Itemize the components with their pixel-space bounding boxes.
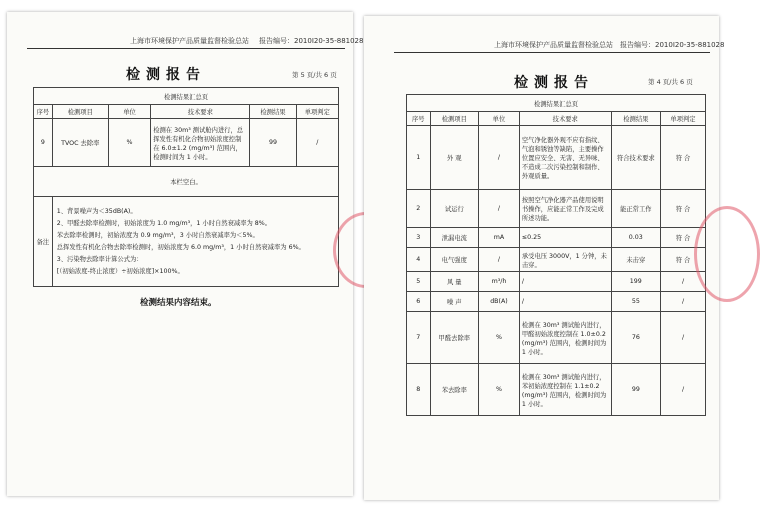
cell-requirement: 检测在 30m³ 测试舱内进行，苯初始浓度控制在 1.1±0.2 (mg/m³) 范围内，检测时间为 1 小时。 [519,364,611,416]
remarks-label: 备注 [34,197,53,287]
col-header: 单位 [479,112,520,126]
cell-item: 甲醛去除率 [430,312,479,364]
cell-item: 风 量 [430,272,479,292]
table-row [407,190,706,228]
cell-result: 符合技术要求 [611,126,660,190]
remark-line: 2、甲醛去除率检测时，初始浓度为 1.0 mg/m³，1 小时自然衰减率为 8%。 [56,219,272,227]
remark-line: 苯去除率检测时，初始浓度为 0.9 mg/m³，3 小时自然衰减率为＜5%。 [56,231,259,239]
header-rule [394,52,710,53]
header-rule [27,48,345,49]
cell-requirement: / [519,292,611,312]
cell-unit: / [479,190,520,228]
col-header: 单项判定 [661,112,706,126]
table-row [407,248,706,272]
cell-no: 3 [407,228,431,248]
col-header: 序号 [34,105,53,119]
cell-result: 0.03 [611,228,660,248]
remark-line: [（初始浓度-终止浓度）÷初始浓度]×100%。 [56,267,184,275]
page-title: 检测报告 [126,67,206,83]
col-header: 序号 [407,112,431,126]
cell-no: 1 [407,126,431,190]
cell-requirement: 承受电压 3000V，1 分钟，未击穿。 [519,248,611,272]
page-title: 检测报告 [514,75,594,91]
table-row [407,228,706,248]
cell-judgement: 符 合 [661,248,706,272]
cell-no: 4 [407,248,431,272]
cell-requirement: 检测在 30m³ 测试舱内进行，总挥发性有机化合物初始浓度控制在 6.0±1.2 (mg/m³) 范围内，检测时间为 1 小时。 [151,119,250,167]
cell-item: 电气强度 [430,248,479,272]
cell-item: 苯去除率 [430,364,479,416]
remarks-content [52,197,338,287]
cell-no: 6 [407,292,431,312]
col-header: 检测项目 [52,105,108,119]
cell-judgement: / [661,364,706,416]
col-header: 单项判定 [296,105,338,119]
cell-judgement: 符 合 [661,228,706,248]
table-caption: 检测结果汇总页 [34,88,339,105]
cell-no: 9 [34,119,53,167]
cell-unit: m³/h [479,272,520,292]
cell-requirement: / [519,272,611,292]
table-row [407,272,706,292]
cell-result: 76 [611,312,660,364]
cell-unit: % [479,312,520,364]
cell-requirement: 空气净化器外观不应有指纹、气泡和锈蚀等缺陷，主要操作位置应安全、无害、无异味、不造成二次污染控制和制作、外观质量。 [519,126,611,190]
cell-unit: / [479,248,520,272]
cell-result: 55 [611,292,660,312]
col-header: 技术要求 [519,112,611,126]
table-row [407,126,706,190]
cell-unit: dB(A) [479,292,520,312]
table-header-row [407,112,706,126]
org-header: 上海市环境保护产品质量监督检验总站 [130,37,249,45]
cell-result: 99 [611,364,660,416]
cell-no: 5 [407,272,431,292]
cell-judgement: / [661,292,706,312]
remark-line: 3、污染物去除率计算公式为： [56,255,143,263]
cell-unit: / [479,126,520,190]
cell-result: 199 [611,272,660,292]
remark-line: 1、背景噪声为＜35dB(A)。 [56,207,137,215]
col-header: 检测结果 [250,105,296,119]
remarks-row [34,197,339,287]
cell-no: 2 [407,190,431,228]
cell-judgement: / [661,312,706,364]
report-page-4 [364,16,725,500]
cell-requirement: 检测在 30m³ 测试舱内进行，甲醛初始浓度控制在 1.0±0.2 (mg/m³) 范围内，检测时间为 1 小时。 [519,312,611,364]
table-row [407,312,706,364]
cell-unit: % [479,364,520,416]
page-indicator: 第 4 页/共 6 页 [648,78,693,86]
page-indicator: 第 5 页/共 6 页 [292,71,337,79]
blank-note: 本栏空白。 [34,167,339,197]
col-header: 检测结果 [611,112,660,126]
table-row [407,292,706,312]
cell-item: TVOC 去除率 [52,119,108,167]
cell-result: 能正常工作 [611,190,660,228]
cell-item: 外 观 [430,126,479,190]
summary-table [406,94,706,416]
cell-no: 8 [407,364,431,416]
cell-unit: mA [479,228,520,248]
table-header-row [34,105,339,119]
cell-judgement: / [296,119,338,167]
cell-judgement: 符 合 [661,190,706,228]
cell-requirement: ≤0.25 [519,228,611,248]
col-header: 检测项目 [430,112,479,126]
report-number: 报告编号：2010I20-35-881028 [620,41,725,49]
cell-item: 泄漏电流 [430,228,479,248]
col-header: 技术要求 [151,105,250,119]
cell-requirement: 按照空气净化器产品使用说明书操作，应能正常工作及完成所述功能。 [519,190,611,228]
org-header: 上海市环境保护产品质量监督检验总站 [494,41,613,49]
cell-judgement: / [661,272,706,292]
end-of-results: 检测结果内容结束。 [140,298,217,308]
table-caption: 检测结果汇总页 [407,95,706,112]
cell-result: 未击穿 [611,248,660,272]
remark-line: 总挥发性有机化合物去除率检测时，初始浓度为 6.0 mg/m³，1 小时自然衰减率为 6%。 [56,243,305,251]
cell-unit: % [108,119,150,167]
cell-item: 试运行 [430,190,479,228]
summary-table [33,87,339,287]
cell-no: 7 [407,312,431,364]
report-page-5 [7,12,364,496]
cell-result: 99 [250,119,296,167]
report-number: 报告编号：2010I20-35-881028 [259,37,364,45]
table-row [34,119,339,167]
cell-judgement: 符 合 [661,126,706,190]
seal-stamp [694,206,760,302]
col-header: 单位 [108,105,150,119]
cell-item: 噪 声 [430,292,479,312]
table-row [407,364,706,416]
